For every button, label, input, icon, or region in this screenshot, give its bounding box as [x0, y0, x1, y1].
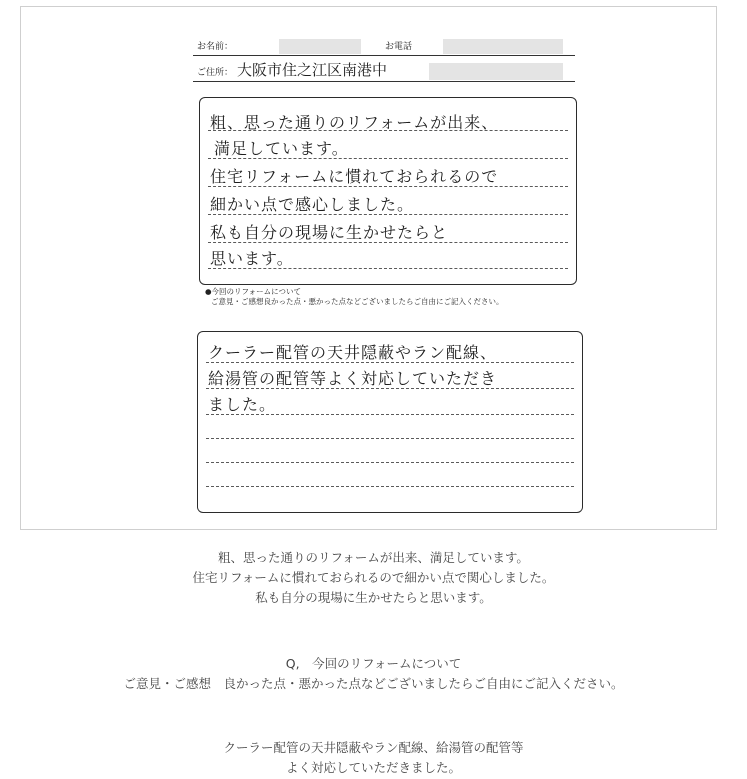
handwritten-line: 給湯管の配管等よく対応していただき: [208, 369, 498, 388]
answer2-box: [197, 331, 583, 513]
question-line-2: ご意見・ご感想良かった点・悪かった点などございましたらご自由にご記入ください。: [211, 297, 504, 306]
handwritten-line: 満足しています。: [214, 139, 349, 158]
survey-question: [205, 287, 504, 307]
transcript-line: 私も自分の現場に生かせたらと思います。: [255, 590, 492, 605]
address-handwritten: 大阪市住之江区南港中: [237, 61, 388, 79]
ruled-line: [206, 486, 574, 487]
name-redaction: [279, 39, 361, 54]
handwritten-line: 粗、思った通りのリフォームが出来、: [210, 113, 499, 132]
address-redaction: [429, 63, 563, 80]
question-transcript: [0, 654, 747, 694]
name-phone-row: [193, 39, 575, 56]
transcript-line: 粗、思った通りのリフォームが出来、満足しています。: [218, 550, 529, 565]
phone-label: お電話: [385, 42, 413, 52]
transcript-line: Q, 今回のリフォームについて: [285, 656, 462, 671]
ruled-line: [206, 462, 574, 463]
handwritten-line: 住宅リフォームに慣れておられるので: [210, 167, 499, 186]
address-label: ご住所：: [197, 68, 234, 78]
answer2-transcript: [0, 738, 747, 778]
handwritten-line: 思います。: [210, 249, 294, 268]
survey-card: [171, 29, 583, 517]
transcript-line: よく対応していただきました。: [285, 760, 461, 775]
handwritten-line: ました。: [208, 395, 277, 414]
name-label: お名前：: [197, 42, 234, 52]
question-line-1: ●今回のリフォームについて: [205, 287, 302, 296]
answer1-box: [199, 97, 577, 285]
handwritten-line: 細かい点で感心しました。: [210, 195, 415, 214]
answer1-transcript: [0, 548, 747, 608]
transcript-line: 住宅リフォームに慣れておられるので細かい点で関心しました。: [192, 570, 555, 585]
address-row: [193, 59, 575, 82]
transcript-line: クーラー配管の天井隠蔽やラン配線、給湯管の配管等: [223, 740, 524, 755]
scanned-survey-image: [20, 6, 717, 530]
transcript-line: ご意見・ご感想 良かった点・悪かった点などございましたらご自由にご記入ください。: [123, 676, 624, 691]
phone-redaction: [443, 39, 563, 54]
handwritten-line: クーラー配管の天井隠蔽やラン配線、: [208, 343, 498, 362]
ruled-line: [206, 438, 574, 439]
handwritten-line: 私も自分の現場に生かせたらと: [210, 223, 449, 242]
